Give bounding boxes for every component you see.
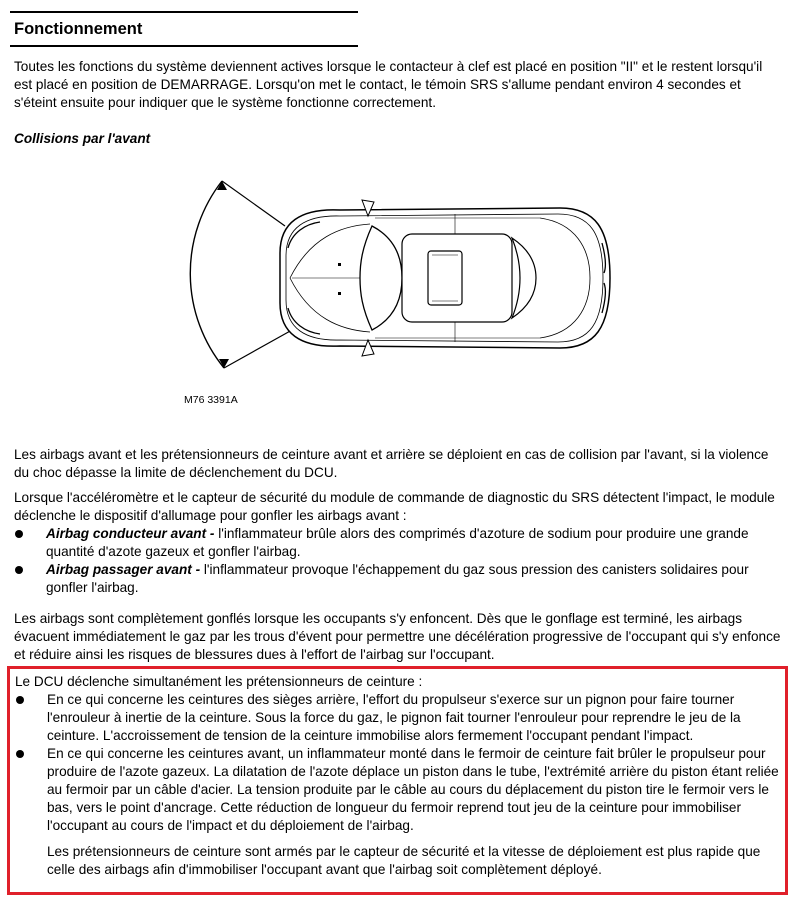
paragraph-3: Les airbags sont complètement gonflés lorsque les occupants s'y enfoncent. Dès que le gonflage est terminé, les airbags évacuent immédiatement le gaz par les trous d'évent pour permettre une décélération progressive de l'occupant qui s'y enfonce et réduire ainsi les risques de blessures dues à l'effort de l'airbag sur l'occupant. <box>14 611 781 662</box>
sensor-dot <box>338 292 341 295</box>
car-top-view-diagram <box>180 178 620 378</box>
sunroof <box>428 251 462 305</box>
highlight-box <box>7 666 788 895</box>
list-item <box>15 691 785 745</box>
bullet-dot <box>15 530 23 538</box>
impact-line-bottom <box>224 330 292 368</box>
sensor-dot <box>338 263 341 266</box>
figure-caption: M76 3391A <box>184 394 238 406</box>
list-item-title: Airbag conducteur avant - <box>46 526 215 541</box>
impact-line-top <box>222 181 285 226</box>
subheading: Collisions par l'avant <box>14 131 151 146</box>
list-item-text: En ce qui concerne les ceintures des sièges arrière, l'effort du propulseur s'exerce sur un pignon pour faire tourner l'enrouleur à inertie de la ceinture. Sous la force du gaz, le pignon fait tourner l'enrouleur pour reprendre le jeu de la ceinture. L'accroissement de tension de la ceinture immobilise alors fermement l'occupant pendant l'impact. <box>47 692 741 743</box>
paragraph-2 <box>14 489 784 597</box>
list-item-text: l'inflammateur provoque l'échappement du gaz sous pression des canisters solidaires pour gonfler l'airbag. <box>46 562 749 595</box>
list-item <box>14 561 784 597</box>
highlight-lead: Le DCU déclenche simultanément les prétensionneurs de ceinture : <box>15 674 423 689</box>
list-item-title: Airbag passager avant - <box>46 562 201 577</box>
list-item <box>15 745 785 835</box>
paragraph-2-text: Lorsque l'accéléromètre et le capteur de sécurité du module de commande de diagnostic du SRS détectent l'impact, le module déclenche le dispositif d'allumage pour gonfler les airbags avant : <box>14 490 775 523</box>
airbag-list <box>14 525 784 597</box>
section-heading: Fonctionnement <box>14 20 143 38</box>
intro-paragraph: Toutes les fonctions du système deviennent actives lorsque le contacteur à clef est placé en position "II" et le restent lorsqu'il est placé en position de DEMARRAGE. Lorsqu'on met le contact, le témoin SRS s'allume pendant environ 4 secondes et s'éteint ensuite pour indiquer que le système fonctionne correctement. <box>14 59 763 110</box>
highlight-closing: Les prétensionneurs de ceinture sont armés par le capteur de sécurité et la vitesse de déploiement est plus rapide que celle des airbags afin d'immobiliser l'occupant avant que l'airbag soit complètement déployé. <box>47 844 761 877</box>
list-item-text: l'inflammateur brûle alors des comprimés d'azoture de sodium pour produire une grande quantité d'azote gazeux et gonfler l'airbag. <box>46 526 749 559</box>
top-rule <box>10 11 358 13</box>
bullet-dot <box>16 750 24 758</box>
list-item <box>14 525 784 561</box>
paragraph-1: Les airbags avant et les prétensionneurs de ceinture avant et arrière se déploient en cas de collision par l'avant, si la violence du choc dépasse la limite de déclenchement du DCU. <box>14 447 769 480</box>
highlight-content <box>15 673 785 879</box>
list-item-text: En ce qui concerne les ceintures avant, un inflammateur monté dans le fermoir de ceinture fait brûler le propulseur pour produire de l'azote gazeux. La dilatation de l'azote déplace un piston dans le tube, l'extrémité arrière du piston étant reliée au fermoir par un câble d'acier. La tension produite par le câble au cours du déplacement du piston tire le fermoir vers le bas, vers le point d'ancrage. Cette réduction de longueur du fermoir reprend tout jeu de la ceinture pour immobiliser l'occupant au cours de l'impact et du déploiement de l'airbag. <box>47 746 779 833</box>
bullet-dot <box>16 696 24 704</box>
heading-underline <box>10 45 358 47</box>
bullet-dot <box>15 566 23 574</box>
impact-arc <box>190 181 224 368</box>
pretensioner-list <box>15 691 785 835</box>
